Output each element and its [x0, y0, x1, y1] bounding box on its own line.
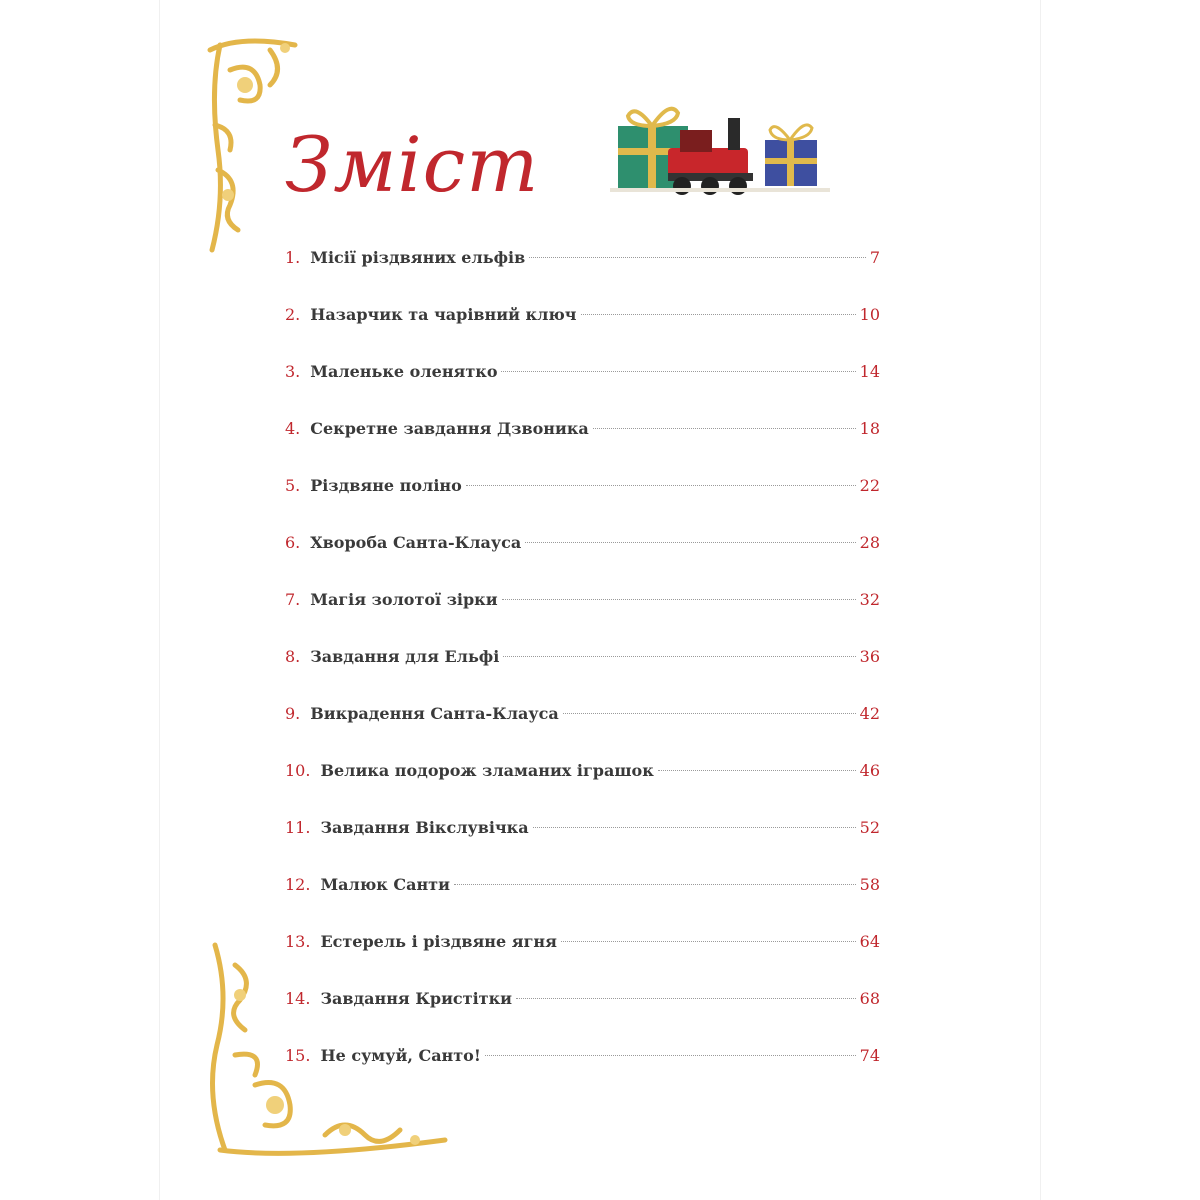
chapter-title: Секретне завдання Дзвоника	[310, 419, 589, 438]
chapter-number: 2.	[285, 305, 301, 324]
dot-leader	[593, 428, 856, 429]
toc-entry[interactable]	[285, 240, 880, 297]
page-number: 22	[859, 476, 880, 495]
toc-entry[interactable]	[285, 696, 880, 753]
toc-entry[interactable]	[285, 411, 880, 468]
table-of-contents	[285, 240, 880, 1095]
chapter-title: Велика подорож зламаних іграшок	[320, 761, 654, 780]
page-number: 7	[869, 248, 880, 267]
chapter-title: Викрадення Санта-Клауса	[310, 704, 559, 723]
chapter-number: 5.	[285, 476, 301, 495]
toc-entry[interactable]	[285, 1038, 880, 1095]
page-number: 28	[859, 533, 880, 552]
chapter-title: Завдання Кристітки	[320, 989, 512, 1008]
page-number: 18	[859, 419, 880, 438]
page-number: 32	[859, 590, 880, 609]
dot-leader	[563, 713, 856, 714]
chapter-title: Хвороба Санта-Клауса	[310, 533, 522, 552]
chapter-number: 13.	[285, 932, 311, 951]
toc-entry[interactable]	[285, 582, 880, 639]
page-number: 42	[859, 704, 880, 723]
page-number: 14	[859, 362, 880, 381]
page-number: 74	[859, 1046, 880, 1065]
page-title: Зміст	[285, 120, 540, 209]
dot-leader	[466, 485, 856, 486]
chapter-number: 1.	[285, 248, 301, 267]
chapter-number: 7.	[285, 590, 301, 609]
chapter-number: 12.	[285, 875, 311, 894]
toc-entry[interactable]	[285, 867, 880, 924]
toc-entry[interactable]	[285, 753, 880, 810]
page-number: 68	[859, 989, 880, 1008]
toc-entry[interactable]	[285, 639, 880, 696]
chapter-title: Естерель і різдвяне ягня	[320, 932, 557, 951]
dot-leader	[561, 941, 856, 942]
chapter-title: Маленьке оленятко	[310, 362, 498, 381]
dot-leader	[525, 542, 855, 543]
chapter-number: 4.	[285, 419, 301, 438]
page-number: 64	[859, 932, 880, 951]
page-number: 46	[859, 761, 880, 780]
dot-leader	[581, 314, 856, 315]
chapter-title: Завдання Вікслувічка	[320, 818, 529, 837]
toc-entry[interactable]	[285, 810, 880, 867]
toc-entry[interactable]	[285, 525, 880, 582]
toc-entry[interactable]	[285, 297, 880, 354]
page-number: 10	[859, 305, 880, 324]
dot-leader	[516, 998, 856, 999]
dot-leader	[658, 770, 856, 771]
chapter-number: 3.	[285, 362, 301, 381]
page-number: 52	[859, 818, 880, 837]
chapter-number: 11.	[285, 818, 311, 837]
chapter-title: Різдвяне поліно	[310, 476, 462, 495]
chapter-title: Малюк Санти	[320, 875, 450, 894]
chapter-number: 8.	[285, 647, 301, 666]
dot-leader	[533, 827, 856, 828]
toc-entry[interactable]	[285, 468, 880, 525]
chapter-title: Назарчик та чарівний ключ	[310, 305, 577, 324]
page-number: 36	[859, 647, 880, 666]
dot-leader	[529, 257, 866, 258]
chapter-title: Завдання для Ельфі	[310, 647, 500, 666]
chapter-title: Не сумуй, Санто!	[320, 1046, 481, 1065]
dot-leader	[454, 884, 856, 885]
dot-leader	[503, 656, 855, 657]
dot-leader	[502, 599, 856, 600]
dot-leader	[501, 371, 855, 372]
chapter-number: 10.	[285, 761, 311, 780]
toc-entry[interactable]	[285, 354, 880, 411]
chapter-number: 9.	[285, 704, 301, 723]
gifts-and-toy-train-illustration	[610, 88, 830, 198]
chapter-number: 14.	[285, 989, 311, 1008]
chapter-number: 6.	[285, 533, 301, 552]
dot-leader	[485, 1055, 856, 1056]
chapter-number: 15.	[285, 1046, 311, 1065]
page-number: 58	[859, 875, 880, 894]
toc-entry[interactable]	[285, 924, 880, 981]
chapter-title: Магія золотої зірки	[310, 590, 498, 609]
chapter-title: Місії різдвяних ельфів	[310, 248, 526, 267]
toc-entry[interactable]	[285, 981, 880, 1038]
